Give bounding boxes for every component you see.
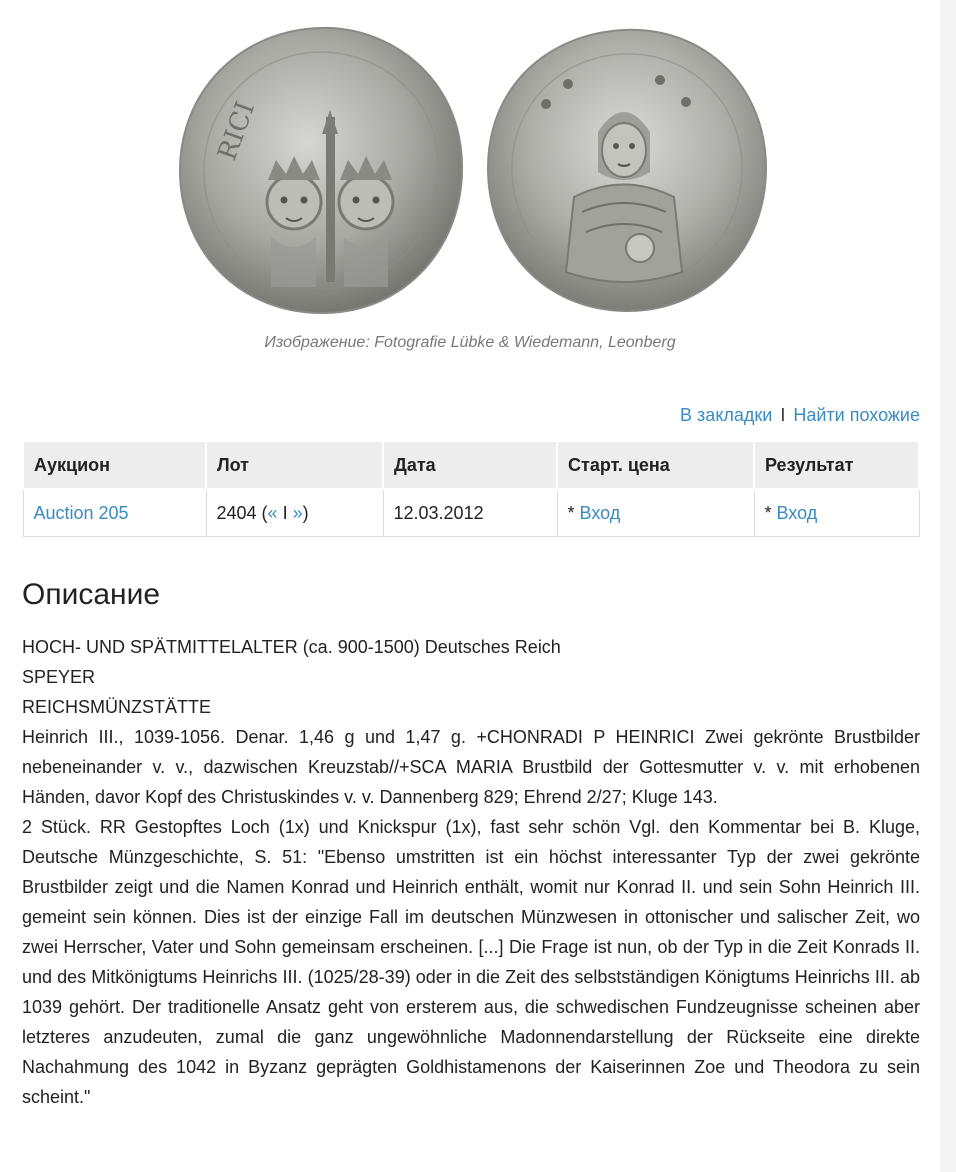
- reverse-coin-image: [482, 22, 772, 317]
- lot-close-paren: ): [302, 502, 309, 523]
- lot-nav-separator: I: [277, 502, 293, 523]
- result-prefix: *: [764, 502, 777, 523]
- table-header-row: [23, 441, 919, 489]
- svg-text:RICI: RICI: [212, 97, 262, 165]
- header-lot: Лот: [206, 441, 383, 489]
- description-body: [22, 632, 920, 1112]
- description-title: Описание: [22, 578, 161, 611]
- coin-images: [170, 22, 770, 322]
- result-login-link[interactable]: Вход: [776, 502, 818, 523]
- table-row: [23, 489, 919, 537]
- description-paragraph-1: Heinrich III., 1039-1056. Denar. 1,46 g und 1,47 g. +CHONRADI P HEINRICI Zwei gekrönte Brustbilder nebeneinander v. v., dazwischen Kreuzstab//+SCA MARIA Brustbild der Gottesmutter v. v. mit erhobenen Händen, davor Kopf des Christuskindes v. v. Dannenberg 829; Ehrend 2/27; Kluge 143.: [22, 727, 920, 807]
- header-auction: Аукцион: [23, 441, 206, 489]
- obverse-coin-image: [176, 22, 466, 317]
- start-price-prefix: *: [567, 502, 580, 523]
- lot-table: [22, 440, 920, 537]
- description-city: SPEYER: [22, 667, 96, 687]
- cell-auction: [23, 489, 206, 537]
- start-price-login-link[interactable]: Вход: [579, 502, 621, 523]
- cell-date: 12.03.2012: [383, 489, 557, 537]
- prev-lot-link[interactable]: «: [267, 502, 278, 523]
- bookmark-link[interactable]: В закладки: [680, 405, 773, 425]
- image-caption: Изображение: Fotografie Lübke & Wiedemann, Leonberg: [264, 334, 676, 351]
- lot-actions: [680, 405, 920, 426]
- cell-start-price: [557, 489, 754, 537]
- next-lot-link[interactable]: »: [292, 502, 303, 523]
- description-mint: REICHSMÜNZSTÄTTE: [22, 697, 211, 717]
- header-result: Результат: [754, 441, 919, 489]
- description-paragraph-2: 2 Stück. RR Gestopftes Loch (1x) und Knickspur (1x), fast sehr schön Vgl. den Kommentar bei B. Kluge, Deutsche Münzgeschichte, S. 51: "Ebenso umstritten ist ein höchst interessanter Typ der zwei gekrönte Brustbilder zeigt und die Namen Konrad und Heinrich enthält, womit nur Konrad II. und sein Sohn Heinrich III. gemeint sein können. Dies ist der einzige Fall im deutschen Münzwesen in ottonischer und salischer Zeit, wo zwei Herrscher, Vater und Sohn gemeinsam erscheinen. [...] Die Frage ist nun, ob der Typ in die Zeit Konrads II. und des Mitkönigtums Heinrichs III. (1025/28-39) oder in die Zeit des selbstständigen Königtums Heinrichs III. ab 1039 gehört. Der traditionelle Ansatz geht von ersterem aus, die schwedischen Fundzeugnisse scheinen aber letzteres anzudeuten, zumal die ganz ungewöhnliche Madonnendarstellung der Rückseite eine direkte Nachahmung des 1042 in Byzanz geprägten Goldhistamenons der Kaiserinnen Zoe und Theodora zu sein scheint.": [22, 817, 920, 1107]
- lot-number: 2404 (: [216, 502, 268, 523]
- auction-link[interactable]: Auction 205: [33, 502, 129, 523]
- header-start-price: Старт. цена: [557, 441, 754, 489]
- cell-lot: [206, 489, 383, 537]
- header-date: Дата: [383, 441, 557, 489]
- actions-separator: I: [780, 405, 786, 425]
- find-similar-link[interactable]: Найти похожие: [793, 405, 920, 425]
- description-category: HOCH- UND SPÄTMITTELALTER (ca. 900-1500) Deutsches Reich: [22, 637, 561, 657]
- cell-result: [754, 489, 919, 537]
